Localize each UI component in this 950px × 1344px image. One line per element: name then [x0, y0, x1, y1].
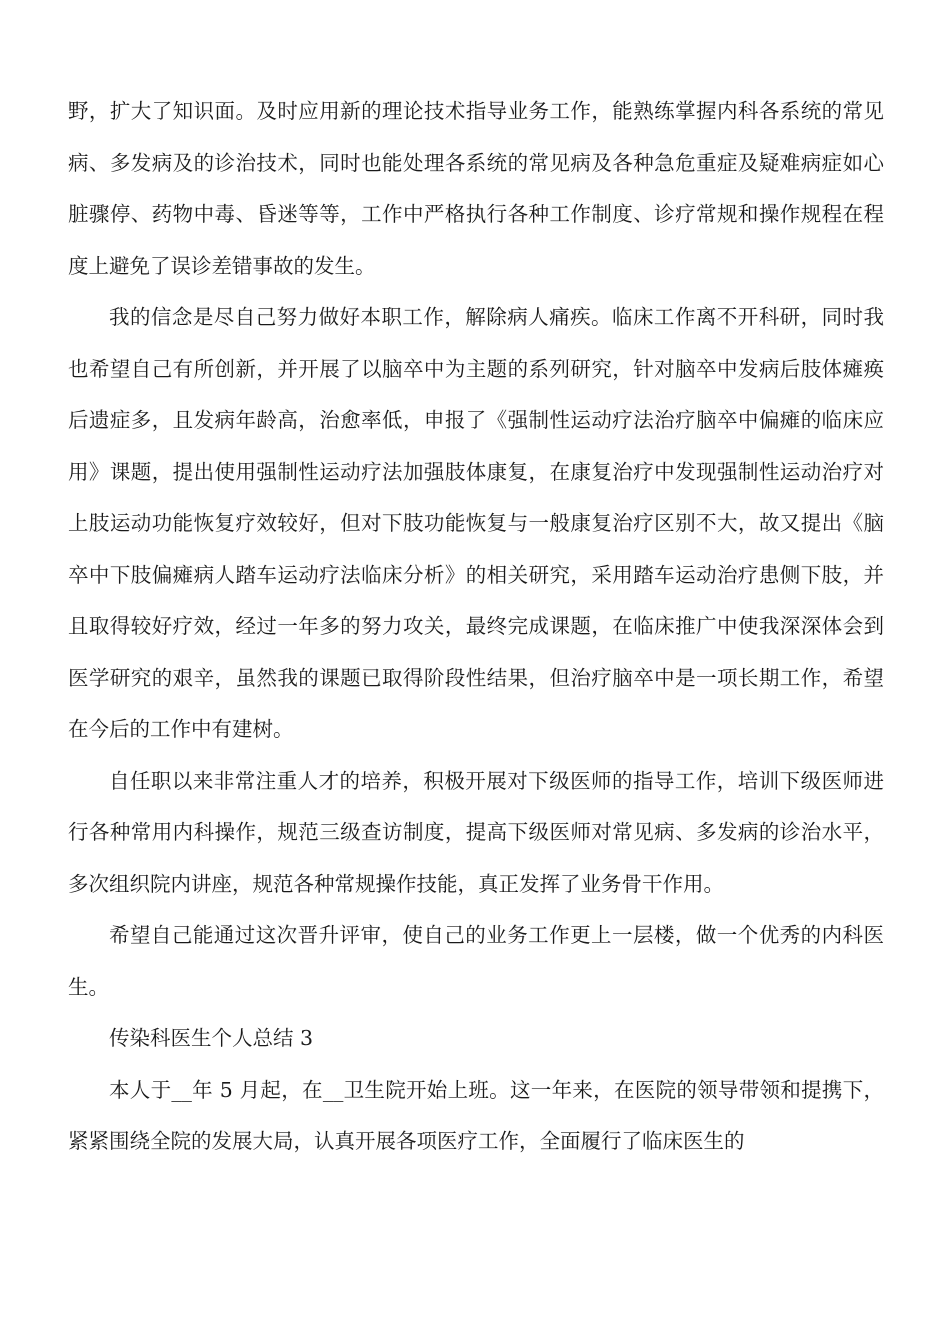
- paragraph-summary-start: 本人于__年 5 月起，在__卫生院开始上班。这一年来，在医院的领导带领和提携下，紧紧围绕全院的发展大局，认真开展各项医疗工作，全面履行了临床医生的: [68, 1077, 884, 1153]
- paragraph-promotion-hope: 希望自己能通过这次晋升评审，使自己的业务工作更上一层楼，做一个优秀的内科医生。: [68, 923, 884, 999]
- document-body: [68, 86, 884, 1168]
- paragraph-continuation: 野，扩大了知识面。及时应用新的理论技术指导业务工作，能熟练掌握内科各系统的常见病、多发病及的诊治技术，同时也能处理各系统的常见病及各种急危重症及疑难病症如心脏骤停、药物中毒、昏迷等等，工作中严格执行各种工作制度、诊疗常规和操作规程在程度上避免了误诊差错事故的发生。: [68, 99, 884, 278]
- paragraph-research: 我的信念是尽自己努力做好本职工作，解除病人痛疾。临床工作离不开科研，同时我也希望自己有所创新，并开展了以脑卒中为主题的系列研究，针对脑卒中发病后肢体瘫痪后遗症多，且发病年龄高，治愈率低，申报了《强制性运动疗法治疗脑卒中偏瘫的临床应用》课题，提出使用强制性运动疗法加强肢体康复，在康复治疗中发现强制性运动治疗对上肢运动功能恢复疗效较好，但对下肢功能恢复与一般康复治疗区别不大，故又提出《脑卒中下肢偏瘫病人踏车运动疗法临床分析》的相关研究，采用踏车运动治疗患侧下肢，并且取得较好疗效，经过一年多的努力攻关，最终完成课题，在临床推广中使我深深体会到医学研究的艰辛，虽然我的课题已取得阶段性结果，但治疗脑卒中是一项长期工作，希望在今后的工作中有建树。: [68, 305, 884, 741]
- section-heading: 传染科医生个人总结 3: [109, 1026, 314, 1050]
- paragraph-training: 自任职以来非常注重人才的培养，积极开展对下级医师的指导工作，培训下级医师进行各种常用内科操作，规范三级查访制度，提高下级医师对常见病、多发病的诊治水平，多次组织院内讲座，规范各种常规操作技能，真正发挥了业务骨干作用。: [68, 768, 884, 896]
